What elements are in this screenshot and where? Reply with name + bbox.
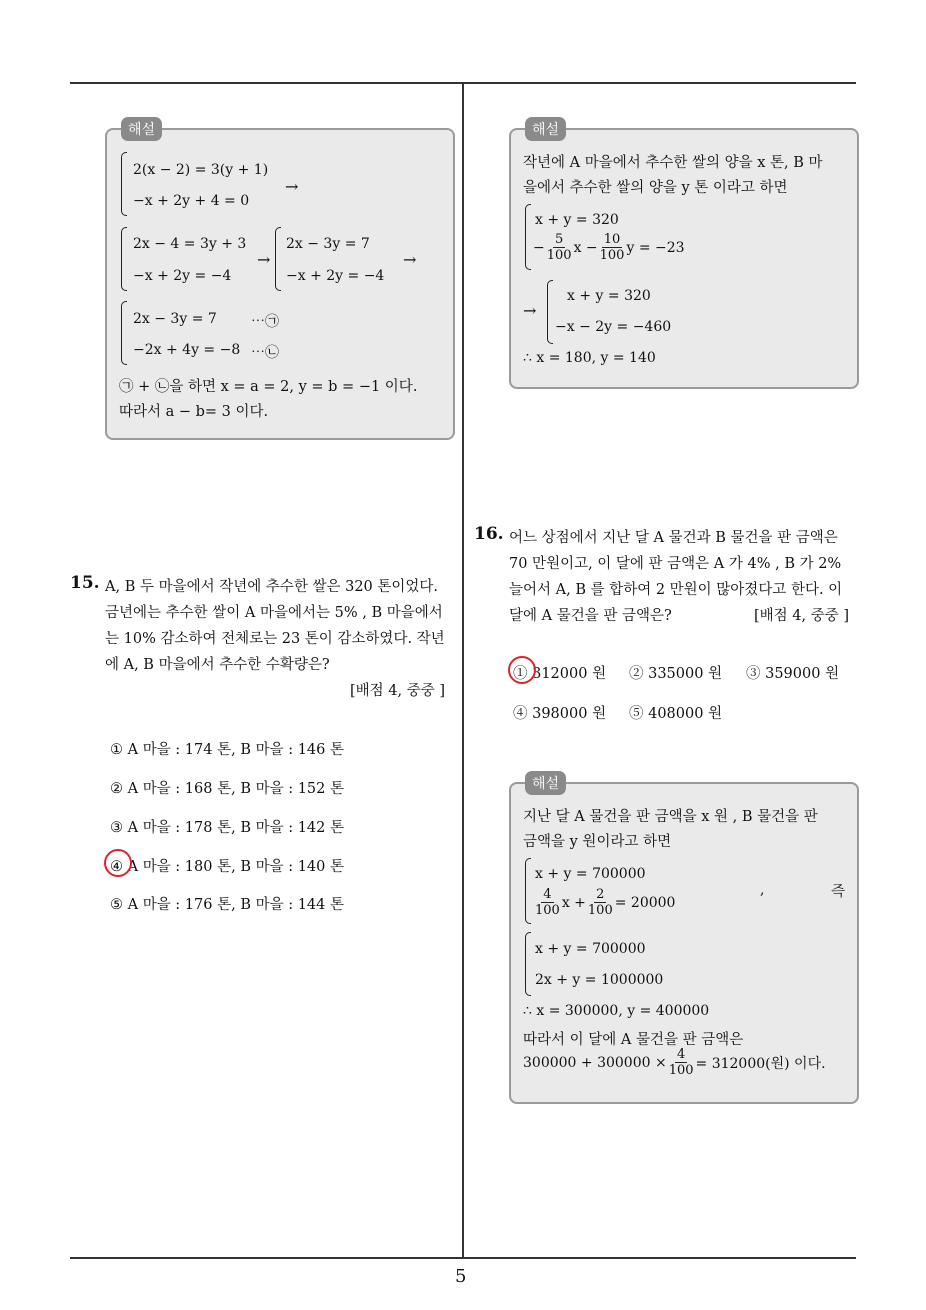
answer-choice[interactable]: ④ A 마을 : 180 톤, B 마을 : 140 톤 [110, 859, 344, 875]
question-text: 70 만원이고, 이 달에 판 금액은 A 가 4% , B 가 2% [509, 556, 842, 572]
numerator: 5 [555, 232, 564, 247]
right-solution-box-2 [509, 776, 859, 1104]
brace [525, 858, 531, 924]
equation-tag: ⋯㉡ [251, 345, 279, 361]
fraction [547, 232, 572, 263]
denominator: 100 [546, 248, 572, 263]
brace [121, 152, 127, 216]
comma: , [760, 882, 765, 898]
denominator: 100 [668, 1063, 694, 1078]
score-label: [배점 4, 중중 ] [754, 608, 850, 624]
equation: 2x + y = 1000000 [535, 972, 664, 988]
question-text: A, B 두 마을에서 작년에 추수한 쌀은 320 톤이었다. [105, 579, 439, 595]
brace [121, 227, 127, 291]
equation-part: x + [561, 894, 586, 911]
bottom-rule [70, 1257, 856, 1259]
answer-choice[interactable]: ③ A 마을 : 178 톤, B 마을 : 142 톤 [110, 820, 344, 836]
equation: x + y = 320 [567, 288, 651, 304]
solution-text: 작년에 A 마을에서 추수한 쌀의 양을 x 톤, B 마 [523, 155, 823, 171]
equation: −x − 2y = −460 [555, 319, 672, 335]
numerator: 2 [596, 887, 605, 902]
answer-choice[interactable]: ② 335000 원 [629, 666, 723, 682]
equation: −x + 2y = −4 [286, 268, 385, 284]
equation [533, 887, 675, 918]
answer-mark-circle [508, 656, 536, 684]
question-text: 어느 상점에서 지난 달 A 물건과 B 물건을 판 금액은 [509, 530, 838, 546]
answer-mark-circle [104, 849, 132, 877]
solution-text: ㉠ + ㉡을 하면 x = a = 2, y = b = −1 이다. [119, 379, 418, 395]
equation: −x + 2y = −4 [133, 268, 232, 284]
equation: 2x − 3y = 7 [286, 236, 370, 252]
solution-text: 을에서 추수한 쌀의 양을 y 톤 이라고 하면 [523, 180, 788, 196]
fraction [669, 1047, 694, 1078]
denominator: 100 [599, 248, 625, 263]
answer-choice[interactable]: ① 312000 원 [513, 666, 607, 682]
denominator: 100 [587, 903, 613, 918]
arrow: → [257, 250, 271, 269]
equation: 2x − 3y = 7 [133, 311, 217, 327]
equation [523, 1047, 826, 1078]
equation: x + y = 320 [535, 212, 619, 228]
equation-part: = 312000(원) 이다. [695, 1055, 826, 1072]
result: ∴ x = 300000, y = 400000 [523, 1003, 710, 1019]
question-text: 늘어서 A, B 를 합하여 2 만원이 많아졌다고 한다. 이 [509, 582, 843, 598]
brace [121, 301, 127, 365]
question-number: 15. [70, 573, 100, 593]
solution-label: 해설 [121, 117, 162, 141]
answer-choice[interactable]: ① A 마을 : 174 톤, B 마을 : 146 톤 [110, 742, 344, 758]
question-text: 금년에는 추수한 쌀이 A 마을에서는 5% , B 마을에서 [105, 605, 443, 621]
equation: 2(x − 2) = 3(y + 1) [133, 162, 269, 178]
equation-tag: ⋯㉠ [251, 314, 279, 330]
solution-label: 해설 [525, 771, 566, 795]
numerator: 4 [676, 1047, 686, 1062]
brace [547, 280, 553, 344]
fraction [600, 232, 625, 263]
left-solution-box [105, 122, 455, 440]
equation: x + y = 700000 [535, 866, 646, 882]
answer-choice[interactable]: ③ 359000 원 [746, 666, 840, 682]
fraction [535, 887, 560, 918]
question-number: 16. [474, 524, 504, 544]
result: ∴ x = 180, y = 140 [523, 350, 656, 366]
question-text: 달에 A 물건을 판 금액은? [509, 608, 672, 624]
fraction [588, 887, 613, 918]
equation-part: x − [573, 239, 598, 256]
brace [525, 932, 531, 996]
equation: x + y = 700000 [535, 941, 646, 957]
arrow: → [285, 177, 299, 196]
equation [533, 232, 685, 263]
equation: −2x + 4y = −8 [133, 342, 241, 358]
equation: −x + 2y + 4 = 0 [133, 193, 250, 209]
numerator: 4 [543, 887, 552, 902]
equation-part: − [533, 239, 545, 256]
arrow: → [403, 250, 417, 269]
solution-label: 해설 [525, 117, 566, 141]
answer-choice[interactable]: ② A 마을 : 168 톤, B 마을 : 152 톤 [110, 781, 344, 797]
denominator: 100 [535, 903, 560, 918]
answer-choice[interactable]: ⑤ A 마을 : 176 톤, B 마을 : 144 톤 [110, 897, 344, 913]
equation-part: = 20000 [614, 894, 676, 911]
page-number: 5 [455, 1266, 467, 1287]
brace [525, 204, 531, 270]
equation-part: 300000 + 300000 × [523, 1054, 667, 1071]
brace [275, 227, 281, 291]
solution-text: 따라서 a − b= 3 이다. [119, 404, 269, 420]
solution-text: 금액을 y 원이라고 하면 [523, 834, 672, 850]
question-text: 에 A, B 마을에서 추수한 수확량은? [105, 657, 330, 673]
answer-choice[interactable]: ⑤ 408000 원 [629, 706, 723, 722]
solution-text: 지난 달 A 물건을 판 금액을 x 원 , B 물건을 판 [523, 809, 818, 825]
solution-text: 따라서 이 달에 A 물건을 판 금액은 [523, 1032, 744, 1048]
equation-part: y = −23 [626, 239, 685, 256]
right-solution-box-1 [509, 122, 859, 389]
column-divider [462, 83, 464, 1258]
solution-text: 즉 [831, 884, 846, 900]
answer-choice[interactable]: ④ 398000 원 [513, 706, 607, 722]
arrow: → [523, 301, 537, 320]
question-text: 는 10% 감소하여 전체로는 23 톤이 감소하였다. 작년 [105, 631, 445, 647]
numerator: 10 [603, 232, 621, 247]
score-label: [배점 4, 중중 ] [350, 683, 446, 699]
equation: 2x − 4 = 3y + 3 [133, 236, 247, 252]
